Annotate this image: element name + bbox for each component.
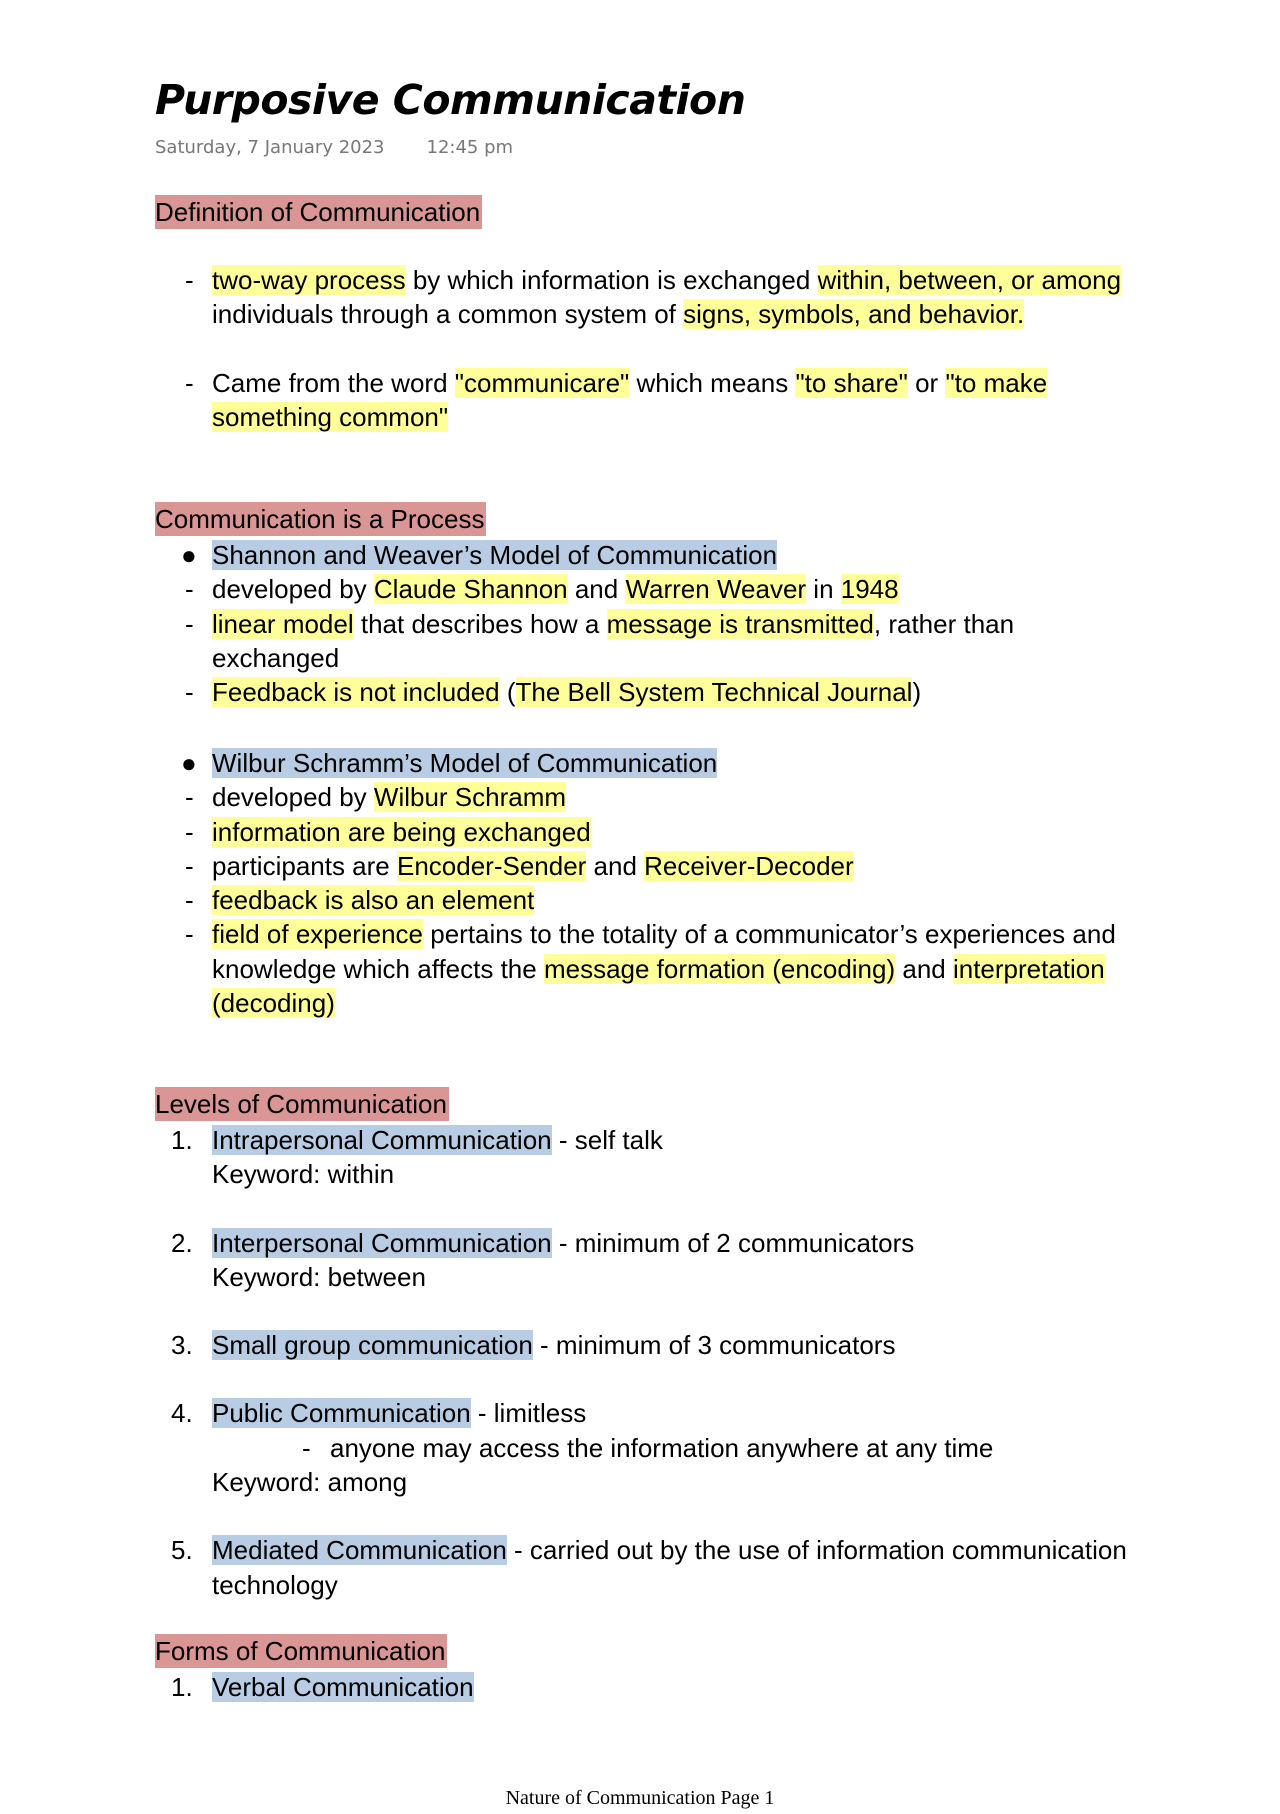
levels-list xyxy=(155,1123,1135,1602)
list-number: 2. xyxy=(171,1227,193,1258)
list-item xyxy=(155,366,1135,435)
sub-list-item: - anyone may access the information anywhere at any time xyxy=(155,1431,1135,1465)
section-heading-levels: Levels of Communication xyxy=(155,1089,447,1119)
list-item xyxy=(155,538,1135,572)
list-item: - Feedback is not included (The Bell System Technical Journal) xyxy=(155,675,1135,709)
dash-marker: - xyxy=(185,782,194,813)
page-title: Purposive Communication xyxy=(155,76,746,124)
list-item-text: Came from the word "communicare" which means "to share" or "to make something common" xyxy=(212,367,1048,432)
model-title: Wilbur Schramm’s Model of Communication xyxy=(212,748,718,778)
list-item-text: two-way process by which information is exchanged within, between, or among individuals through a common system of signs, symbols, and behavior. xyxy=(212,265,1122,330)
list-number: 4. xyxy=(171,1398,193,1429)
list-item: 4. Public Communication - limitless xyxy=(155,1396,1135,1430)
list-item: - field of experience pertains to the totality of a communicator’s experiences and knowledge which affects the message formation (encoding) and interpretation (decoding) xyxy=(155,917,1135,1020)
dash-marker: - xyxy=(185,608,194,639)
page-date: Saturday, 7 January 2023 xyxy=(155,137,385,158)
section-heading-process: Communication is a Process xyxy=(155,504,485,534)
dash-marker: - xyxy=(185,850,194,881)
bullet-marker: ● xyxy=(181,540,197,570)
dash-marker: - xyxy=(185,574,194,605)
list-item: 3. Small group communication - minimum of 3 communicators xyxy=(155,1328,1135,1362)
list-item: 5. Mediated Communication - carried out by the use of information communication technology xyxy=(155,1533,1135,1602)
dash-marker: - xyxy=(185,919,194,950)
list-item: - linear model that describes how a message is transmitted, rather than exchanged xyxy=(155,607,1135,676)
keyword: Keyword: among xyxy=(212,1467,408,1498)
definition-list xyxy=(155,263,1135,434)
keyword: Keyword: between xyxy=(212,1261,426,1292)
list-item: - participants are Encoder-Sender and Receiver-Decoder xyxy=(155,849,1135,883)
dash-marker: - xyxy=(302,1432,311,1463)
dash-marker: - xyxy=(185,367,194,398)
list-item: - developed by Claude Shannon and Warren Weaver in 1948 xyxy=(155,572,1135,606)
bullet-marker: ● xyxy=(181,748,197,778)
page-meta xyxy=(155,137,513,158)
schramm-list xyxy=(155,746,1135,1020)
section-heading-definition: Definition of Communication xyxy=(155,197,481,227)
list-number: 1. xyxy=(171,1125,193,1155)
dash-marker: - xyxy=(185,816,194,847)
dash-marker: - xyxy=(185,677,194,708)
list-item: - information are being exchanged xyxy=(155,815,1135,849)
keyword: Keyword: within xyxy=(212,1159,395,1190)
list-item: 1. Verbal Communication xyxy=(155,1670,1135,1704)
page-time: 12:45 pm xyxy=(426,137,514,158)
list-item: 2. Interpersonal Communication - minimum of 2 communicators Keyword: between xyxy=(155,1226,1135,1295)
forms-list xyxy=(155,1670,1135,1704)
list-number: 5. xyxy=(171,1535,193,1566)
list-number: 1. xyxy=(171,1672,193,1702)
list-item: - feedback is also an element xyxy=(155,883,1135,917)
dash-marker: - xyxy=(185,265,194,295)
list-number: 3. xyxy=(171,1330,193,1361)
page-footer: Nature of Communication Page 1 xyxy=(505,1787,775,1809)
list-item xyxy=(155,746,1135,780)
section-heading-forms: Forms of Communication xyxy=(155,1636,446,1666)
dash-marker: - xyxy=(185,885,194,916)
model-title: Shannon and Weaver’s Model of Communication xyxy=(212,540,778,570)
list-item xyxy=(155,263,1135,332)
list-item: - developed by Wilbur Schramm xyxy=(155,780,1135,814)
list-item: 1. Intrapersonal Communication - self talk Keyword: within xyxy=(155,1123,1135,1192)
shannon-list xyxy=(155,538,1135,709)
